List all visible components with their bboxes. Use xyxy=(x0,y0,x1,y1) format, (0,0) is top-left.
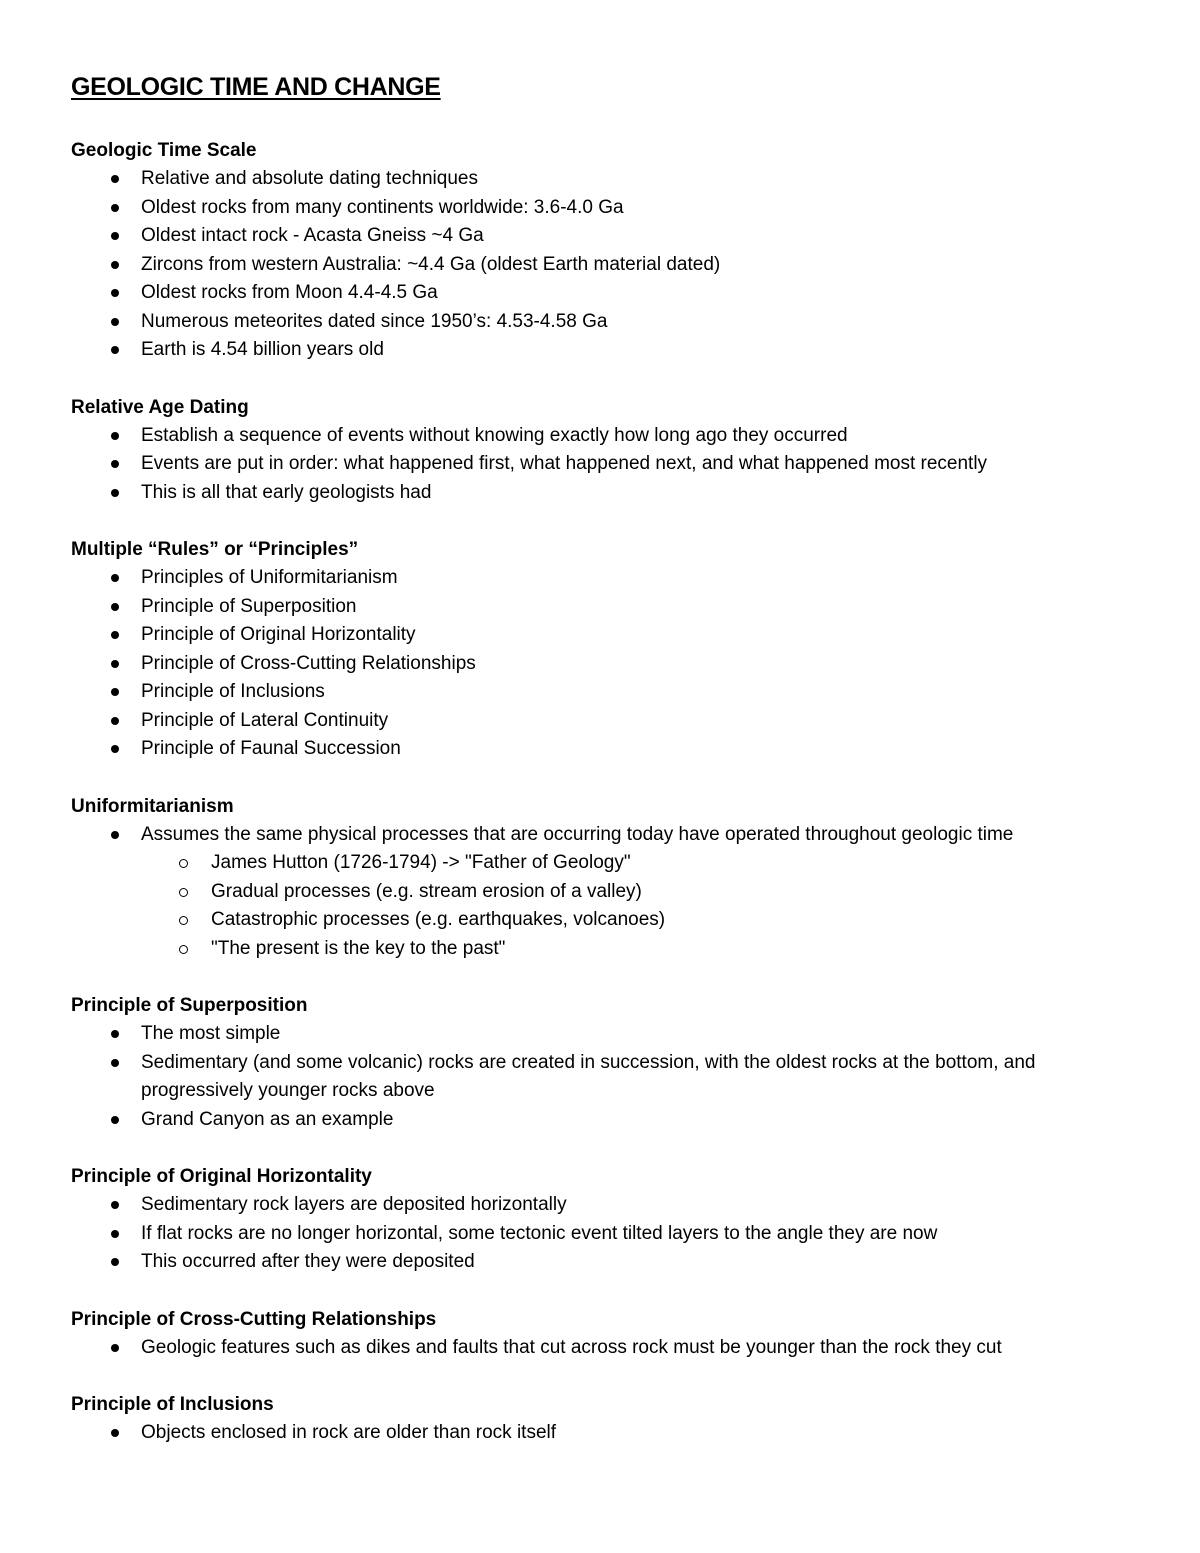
bullet-dot-icon xyxy=(111,574,119,582)
list-item xyxy=(71,1106,1151,1135)
document-body xyxy=(71,137,1151,1448)
list-item xyxy=(71,1220,1151,1249)
list-item-text: Principle of Superposition xyxy=(141,595,357,617)
list-item xyxy=(71,678,1151,707)
list-item-text: Objects enclosed in rock are older than rock itself xyxy=(141,1422,557,1443)
bullet-dot-icon xyxy=(111,289,119,297)
hollow-circle-bullet-icon xyxy=(179,916,188,925)
sub-list xyxy=(71,849,1151,963)
bullet-list xyxy=(71,1334,1151,1363)
bullet-dot-icon xyxy=(111,1030,119,1038)
bullet-dot-icon xyxy=(111,1230,119,1238)
bullet-dot-icon xyxy=(111,175,119,183)
list-item-text: Oldest intact rock - Acasta Gneiss ~4 Ga xyxy=(141,225,484,246)
section xyxy=(71,992,1151,1134)
list-item-text: The most simple xyxy=(141,1023,281,1044)
bullet-dot-icon xyxy=(111,204,119,212)
hollow-circle-bullet-icon xyxy=(179,859,188,868)
list-item-text: This occurred after they were deposited xyxy=(141,1251,475,1272)
list-item xyxy=(71,336,1151,365)
bullet-dot-icon xyxy=(111,1116,119,1124)
list-item xyxy=(71,735,1151,764)
list-item xyxy=(71,650,1151,679)
sub-list-item xyxy=(71,906,1151,935)
list-item xyxy=(71,422,1151,451)
list-item-text: Grand Canyon as an example xyxy=(141,1108,394,1130)
section-heading: Principle of Inclusions xyxy=(71,1394,274,1415)
bullet-list xyxy=(71,165,1151,365)
list-item-text: Principles of Uniformitarianism xyxy=(141,567,398,588)
bullet-dot-icon xyxy=(111,631,119,639)
section xyxy=(71,1306,1151,1363)
section-heading: Uniformitarianism xyxy=(71,795,234,817)
sub-list-item-text: Catastrophic processes (e.g. earthquakes, volcanoes) xyxy=(211,909,666,930)
section xyxy=(71,137,1151,365)
section xyxy=(71,793,1151,964)
list-item-text: Sedimentary (and some volcanic) rocks are created in succession, with the oldest rocks at the bottom, and progressively younger rocks above xyxy=(141,1051,1036,1101)
list-item-text: Principle of Original Horizontality xyxy=(141,624,416,645)
list-item-text: Numerous meteorites dated since 1950’s: 4.53-4.58 Ga xyxy=(141,310,608,332)
bullet-list xyxy=(71,422,1151,508)
list-item-text: Principle of Inclusions xyxy=(141,681,325,702)
list-item xyxy=(71,1248,1151,1277)
bullet-dot-icon xyxy=(111,318,119,326)
bullet-dot-icon xyxy=(111,261,119,269)
list-item xyxy=(71,821,1151,964)
list-item-text: Geologic features such as dikes and faults that cut across rock must be younger than the rock they cut xyxy=(141,1336,1002,1358)
bullet-list xyxy=(71,1020,1151,1134)
hollow-circle-bullet-icon xyxy=(179,945,188,954)
bullet-dot-icon xyxy=(111,489,119,497)
list-item-text: Oldest rocks from Moon 4.4-4.5 Ga xyxy=(141,282,438,303)
list-item xyxy=(71,564,1151,593)
hollow-circle-bullet-icon xyxy=(179,888,188,897)
bullet-dot-icon xyxy=(111,603,119,611)
list-item xyxy=(71,1049,1151,1106)
bullet-dot-icon xyxy=(111,1201,119,1209)
section-heading: Principle of Cross-Cutting Relationships xyxy=(71,1308,437,1330)
sub-list-item-text: Gradual processes (e.g. stream erosion of a valley) xyxy=(211,880,642,902)
section xyxy=(71,394,1151,508)
document-page xyxy=(71,70,1151,1477)
list-item xyxy=(71,251,1151,280)
bullet-dot-icon xyxy=(111,1344,119,1352)
list-item-text: Relative and absolute dating techniques xyxy=(141,168,478,189)
bullet-list xyxy=(71,821,1151,964)
list-item xyxy=(71,194,1151,223)
list-item xyxy=(71,479,1151,508)
list-item xyxy=(71,450,1151,479)
bullet-list xyxy=(71,1191,1151,1277)
section-heading: Principle of Original Horizontality xyxy=(71,1166,372,1187)
list-item xyxy=(71,308,1151,337)
bullet-dot-icon xyxy=(111,745,119,753)
bullet-dot-icon xyxy=(111,1059,119,1067)
list-item xyxy=(71,279,1151,308)
list-item xyxy=(71,1020,1151,1049)
section-heading: Relative Age Dating xyxy=(71,396,249,418)
list-item xyxy=(71,222,1151,251)
list-item-text: Assumes the same physical processes that are occurring today have operated throughout geologic time xyxy=(141,823,1014,845)
list-item-text: If flat rocks are no longer horizontal, some tectonic event tilted layers to the angle they are now xyxy=(141,1222,938,1244)
bullet-dot-icon xyxy=(111,688,119,696)
list-item-text: Principle of Lateral Continuity xyxy=(141,709,389,731)
section-heading: Geologic Time Scale xyxy=(71,140,257,161)
sub-list-item xyxy=(71,935,1151,964)
sub-list-item-text: James Hutton (1726-1794) -> "Father of Geology" xyxy=(211,852,631,873)
bullet-dot-icon xyxy=(111,1258,119,1266)
bullet-list xyxy=(71,564,1151,764)
section-heading: Multiple “Rules” or “Principles” xyxy=(71,539,359,560)
bullet-dot-icon xyxy=(111,460,119,468)
bullet-dot-icon xyxy=(111,232,119,240)
sub-list-item-text: "The present is the key to the past" xyxy=(211,937,506,959)
list-item-text: Establish a sequence of events without knowing exactly how long ago they occurred xyxy=(141,424,848,446)
list-item xyxy=(71,1419,1151,1448)
section xyxy=(71,1391,1151,1448)
section xyxy=(71,536,1151,764)
sub-list-item xyxy=(71,849,1151,878)
list-item-text: Sedimentary rock layers are deposited horizontally xyxy=(141,1194,567,1215)
bullet-dot-icon xyxy=(111,346,119,354)
list-item-text: Oldest rocks from many continents worldwide: 3.6-4.0 Ga xyxy=(141,196,624,218)
bullet-dot-icon xyxy=(111,831,119,839)
list-item-text: This is all that early geologists had xyxy=(141,481,432,503)
list-item-text: Principle of Cross-Cutting Relationships xyxy=(141,652,476,674)
bullet-dot-icon xyxy=(111,432,119,440)
list-item-text: Principle of Faunal Succession xyxy=(141,738,401,759)
list-item-text: Events are put in order: what happened first, what happened next, and what happened most recently xyxy=(141,453,988,474)
bullet-list xyxy=(71,1419,1151,1448)
list-item xyxy=(71,165,1151,194)
bullet-dot-icon xyxy=(111,660,119,668)
section xyxy=(71,1163,1151,1277)
section-heading: Principle of Superposition xyxy=(71,995,308,1016)
list-item-text: Earth is 4.54 billion years old xyxy=(141,339,384,360)
list-item xyxy=(71,1191,1151,1220)
bullet-dot-icon xyxy=(111,717,119,725)
list-item-text: Zircons from western Australia: ~4.4 Ga (oldest Earth material dated) xyxy=(141,253,721,275)
list-item xyxy=(71,1334,1151,1363)
bullet-dot-icon xyxy=(111,1429,119,1437)
list-item xyxy=(71,707,1151,736)
list-item xyxy=(71,621,1151,650)
list-item xyxy=(71,593,1151,622)
document-title: GEOLOGIC TIME AND CHANGE xyxy=(71,73,441,101)
sub-list-item xyxy=(71,878,1151,907)
